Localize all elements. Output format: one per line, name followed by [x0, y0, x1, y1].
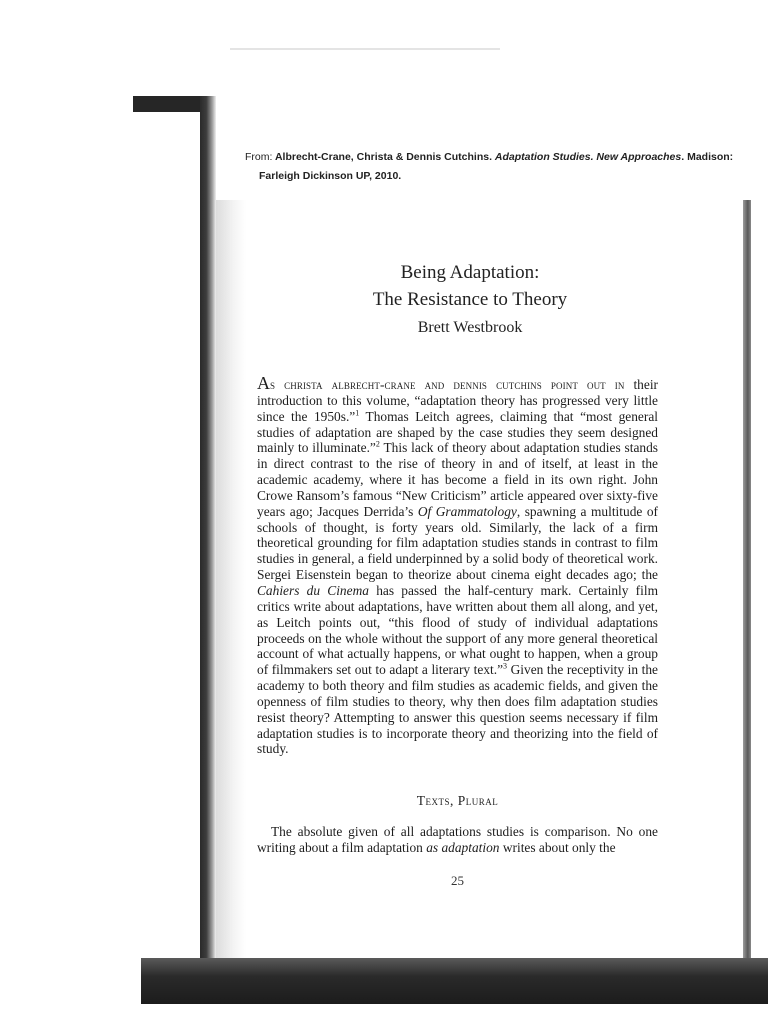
- p1-text-b: Thomas Leitch agrees, claiming that “most general studies of adaptation are shaped by the case studies they seem designed mainly to illuminate.”: [257, 408, 658, 456]
- footnote-ref-1: 1: [355, 408, 360, 418]
- page-gutter-shadow: [216, 200, 246, 960]
- page-right-edge: [743, 200, 751, 960]
- chapter-title-line1: Being Adaptation:: [400, 262, 540, 283]
- source-place: . Madison:: [681, 151, 734, 163]
- source-publisher: Farleigh Dickinson UP, 2010.: [259, 170, 402, 182]
- p1-text-a: their introduction to this volume, “adaptation theory has progressed very little since the 1950s.”: [257, 377, 658, 424]
- p1-text-f: Given the receptivity in the academy to both theory and film studies as academic fields, and given the openness of film studies to theory, why then does film adaptation studies resist theory? Attempting to answer this question seems necessary if film adaptation studies is to incorporate theory and theorizing into the field of study.: [257, 662, 658, 757]
- footnote-ref-2: 2: [375, 439, 380, 449]
- source-citation: [245, 148, 755, 186]
- scan-artifact-line: [230, 48, 500, 50]
- p2-italic: as adaptation: [426, 840, 500, 855]
- p2-text-a: The absolute given of all adaptations studies is comparison. No one writing about a film adaptation: [257, 824, 658, 855]
- chapter-author: Brett Westbrook: [417, 319, 523, 336]
- footnote-ref-3: 3: [503, 661, 508, 671]
- section-heading: Texts, Plural: [416, 793, 499, 808]
- chapter-title-line2: The Resistance to Theory: [372, 289, 568, 310]
- scan-bottom-band: [141, 958, 768, 1004]
- title-cahiers-du-cinema: Cahiers du Cinema: [257, 582, 369, 598]
- book-spine-shadow: [200, 96, 216, 976]
- source-label: From:: [245, 151, 273, 163]
- p2-text-b: writes about only the: [499, 840, 616, 855]
- source-book-title: Adaptation Studies. New Approaches: [494, 151, 682, 163]
- drop-cap: A: [257, 373, 270, 393]
- lead-in-smallcaps: s christa albrecht-crane and dennis cutchins point out in: [270, 377, 625, 392]
- source-authors: Albrecht-Crane, Christa & Dennis Cutchins.: [274, 151, 492, 163]
- p1-text-e: has passed the half-century mark. Certainly film critics write about adaptations, have written about them all along, and yet, as Leitch points out, “this flood of study of individual adaptations proceeds on the whole without the support of any more general theoretical account of what actually happens, or what ought to happen, when a group of filmmakers set out to adapt a literary text.”: [257, 582, 659, 678]
- p1-text-d: , spawning a multitude of schools of thought, is forty years old. Similarly, the lack of a firm theoretical grounding for film adaptation studies stands in contrast to film studies in general, a field underpinned by a solid body of theoretical work. Sergei Eisenstein began to theorize about cinema eight decades ago; the: [257, 503, 658, 583]
- p1-text-c: This lack of theory about adaptation studies stands in direct contrast to the rise of theory in and of itself, at least in the academic academy, where it has become a field in its own right. John Crowe Ransom’s famous “New Criticism” article appeared over sixty-five years ago; Jacques Derrida’s: [257, 440, 658, 519]
- body-paragraph-2: [257, 824, 658, 856]
- body-paragraph-1: [257, 374, 658, 757]
- page-number: 25: [451, 873, 464, 888]
- title-of-grammatology: Of Grammatology: [417, 503, 517, 519]
